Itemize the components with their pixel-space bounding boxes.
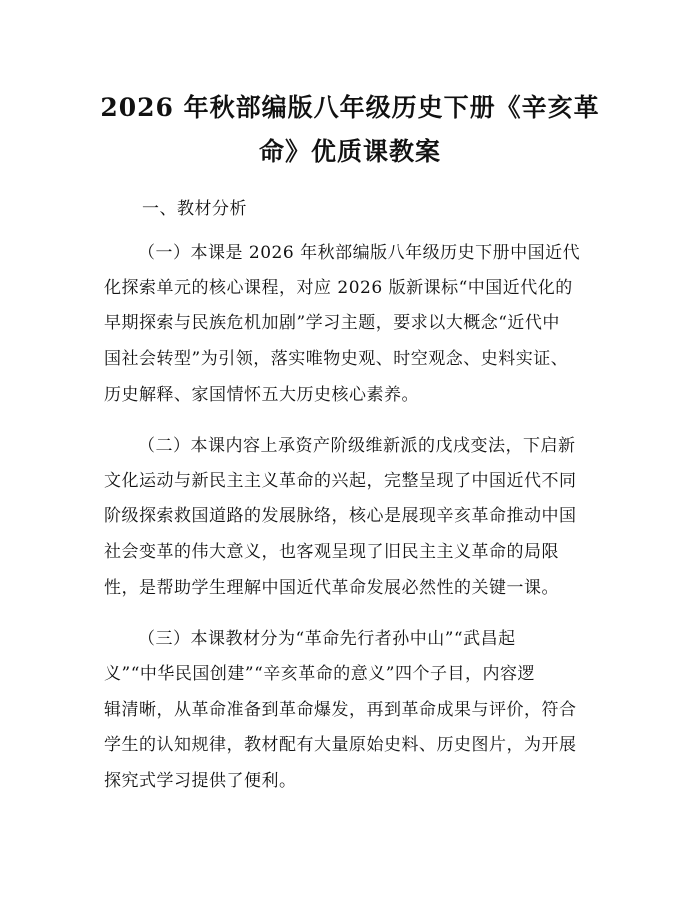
section-heading: 一、教材分析 bbox=[142, 199, 247, 219]
document-title-line-1: 2026 年秋部编版八年级历史下册《辛亥革 bbox=[100, 93, 600, 122]
paragraph-3-line-1: （三）本课教材分为“革命先行者孙中山”“武昌起 bbox=[138, 629, 516, 649]
paragraph-3-line-4: 学生的认知规律，教材配有大量原始史料、历史图片，为开展 bbox=[104, 735, 577, 755]
paragraph-2-line-2: 文化运动与新民主主义革命的兴起，完整呈现了中国近代不同 bbox=[104, 471, 577, 491]
paragraph-1-line-3: 早期探索与民族危机加剧”学习主题，要求以大概念“近代中 bbox=[104, 313, 560, 333]
paragraph-3-line-3: 辑清晰，从革命准备到革命爆发，再到革命成果与评价，符合 bbox=[104, 700, 577, 720]
paragraph-2-line-5: 性，是帮助学生理解中国近代革命发展必然性的关键一课。 bbox=[104, 578, 559, 598]
paragraph-2-line-3: 阶级探索救国道路的发展脉络，核心是展现辛亥革命推动中国 bbox=[104, 506, 577, 526]
paragraph-3-line-5: 探究式学习提供了便利。 bbox=[104, 771, 297, 791]
paragraph-1-line-5: 历史解释、家国情怀五大历史核心素养。 bbox=[104, 385, 419, 405]
paragraph-2-line-4: 社会变革的伟大意义，也客观呈现了旧民主主义革命的局限 bbox=[104, 542, 559, 562]
paragraph-2-line-1: （二）本课内容上承资产阶级维新派的戊戌变法，下启新 bbox=[138, 436, 576, 456]
document-title-line-2: 命》优质课教案 bbox=[258, 137, 441, 166]
paragraph-1-line-4: 国社会转型”为引领，落实唯物史观、时空观念、史料实证、 bbox=[104, 349, 569, 369]
paragraph-3-line-2: 义”“中华民国创建”“辛亥革命的意义”四个子目，内容逻 bbox=[104, 664, 535, 684]
paragraph-1-line-1: （一）本课是 2026 年秋部编版八年级历史下册中国近代 bbox=[138, 243, 581, 263]
paragraph-1-line-2: 化探索单元的核心课程，对应 2026 版新课标“中国近代化的 bbox=[104, 278, 573, 298]
